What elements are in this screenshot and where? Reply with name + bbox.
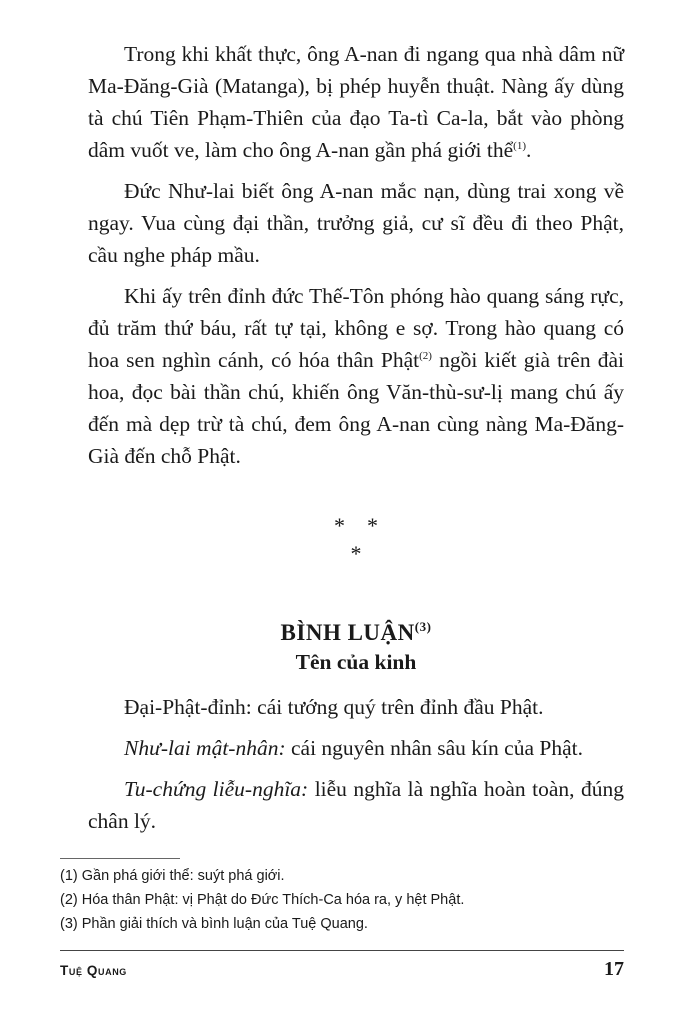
footnote-2: (2) Hóa thân Phật: vị Phật do Đức Thích-Ca hóa ra, y hệt Phật. [60, 892, 465, 908]
footnote-divider [60, 858, 180, 859]
footnote-1: (1) Gần phá giới thể: suýt phá giới. [60, 868, 285, 884]
footnote-ref-1[interactable]: (1) [513, 140, 526, 152]
entry-text: cái tướng quý trên đỉnh đầu Phật. [251, 695, 544, 719]
paragraph-3-text-a: Khi ấy trên đỉnh đức Thế-Tôn phóng hào quang sáng rực, đủ trăm thứ báu, rất tự tại, không e sợ. Trong hào quang có hoa sen nghìn cánh, có hóa thân Phật [88, 284, 624, 372]
section-subtitle: Tên của kinh [295, 650, 417, 674]
paragraph-1 [88, 38, 624, 166]
entry-tu-chung-lieu-nghia [88, 773, 624, 837]
entry-term: Như-lai mật-nhân: [124, 736, 286, 760]
entry-text: liễu nghĩa là nghĩa hoàn toàn, đúng chân lý. [88, 777, 624, 833]
separator-stars-bottom: * [350, 541, 362, 566]
section-title-text: BÌNH LUẬN [280, 620, 415, 645]
footer-author: Tuệ Quang [60, 963, 127, 978]
entry-term: Tu-chứng liễu-nghĩa: [124, 777, 309, 801]
section-title [88, 620, 624, 646]
page-footer [60, 958, 624, 981]
separator-stars-top: ** [334, 513, 400, 538]
footnote-ref-2[interactable]: (2) [419, 350, 432, 362]
entry-term: Đại-Phật-đỉnh: [124, 695, 252, 719]
footnote-3: (3) Phần giải thích và bình luận của Tuệ Quang. [60, 916, 368, 932]
paragraph-1-end: . [525, 138, 532, 162]
paragraph-3 [88, 280, 624, 472]
footer-divider [60, 950, 624, 951]
entry-text: cái nguyên nhân sâu kín của Phật. [285, 736, 583, 760]
paragraph-2: Đức Như-lai biết ông A-nan mắc nạn, dùng trai xong về ngay. Vua cùng đại thần, trưởng giả, cư sĩ đều đi theo Phật, cầu nghe pháp mầu. [88, 179, 624, 267]
entry-dai-phat-dinh [88, 691, 624, 723]
paragraph-3-text-b: ngồi kiết già trên đài hoa, đọc bài thần chú, khiến ông Văn-thù-sư-lị mang chú ấy đến mà dẹp trừ tà chú, đem ông A-nan cùng nàng Ma-Đăng-Già đến chỗ Phật. [88, 348, 624, 468]
page-number: 17 [604, 958, 624, 980]
page-body [88, 38, 624, 846]
footnotes [60, 864, 624, 936]
footnote-ref-3[interactable]: (3) [414, 619, 432, 634]
entry-nhu-lai-mat-nhan [88, 732, 624, 764]
paragraph-1-text: Trong khi khất thực, ông A-nan đi ngang qua nhà dâm nữ Ma-Đăng-Già (Matanga), bị phép huyễn thuật. Nàng ấy dùng tà chú Tiên Phạm-Thiên của đạo Ta-tì Ca-la, bắt vào phòng dâm vuốt ve, làm cho ông A-nan gần phá giới thể [88, 42, 624, 162]
